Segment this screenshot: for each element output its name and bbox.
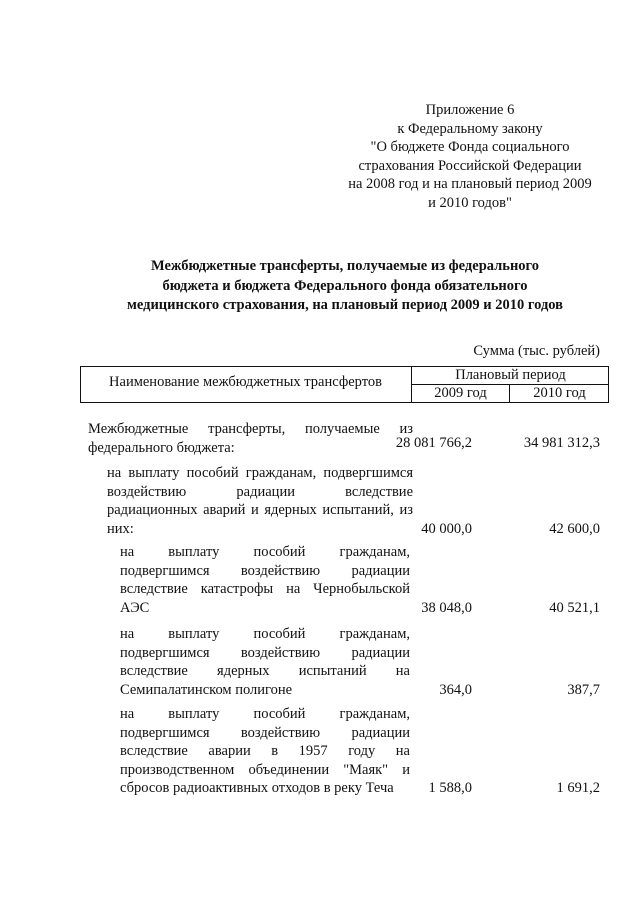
title-line: Межбюджетные трансферты, получаемые из федерального <box>150 258 540 274</box>
table-header <box>80 366 609 403</box>
column-header-2010: 2010 год <box>533 385 586 401</box>
row-value-2010: 34 981 312,3 <box>523 435 600 451</box>
row-value-2010: 387,7 <box>567 682 600 698</box>
table-row <box>120 705 600 805</box>
row-value-2010: 1 691,2 <box>556 780 600 796</box>
appendix-line: "О бюджете Фонда социального <box>370 139 570 156</box>
table-row <box>120 625 600 705</box>
row-name: на выплату пособий гражданам, подвергшимся воздействию радиации вследствие радиационных аварий и ядерных испытаний, из них: <box>107 465 413 537</box>
column-header-name: Наименование межбюджетных трансфертов <box>109 374 382 390</box>
appendix-line: к Федеральному закону <box>397 120 543 137</box>
row-value-2009: 364,0 <box>439 682 472 698</box>
row-value-2009: 28 081 766,2 <box>395 435 472 451</box>
row-value-2009: 40 000,0 <box>421 521 472 537</box>
column-header-period: Плановый период <box>455 367 566 383</box>
appendix-reference <box>300 101 640 213</box>
row-name: на выплату пособий гражданам, подвергшимся воздействию радиации вследствие катастрофы на Чернобыльской АЭС <box>120 544 410 616</box>
document-title <box>60 257 630 316</box>
row-value-2009: 38 048,0 <box>421 600 472 616</box>
title-line: медицинского страхования, на плановый период 2009 и 2010 годов <box>126 297 564 313</box>
row-name: на выплату пособий гражданам, подвергшимся воздействию радиации вследствие аварии в 1957 году на производственном объединении "Маяк" и сбросов радиоактивных отходов в реку Теча <box>120 706 410 797</box>
table-row <box>120 543 600 623</box>
row-value-2010: 42 600,0 <box>549 521 600 537</box>
appendix-line: и 2010 годов" <box>428 194 512 211</box>
row-name: на выплату пособий гражданам, подвергшимся воздействию радиации вследствие ядерных испытаний на Семипалатинском полигоне <box>120 626 410 698</box>
table-row <box>88 420 600 460</box>
row-value-2009: 1 588,0 <box>428 780 472 796</box>
row-value-2010: 40 521,1 <box>549 600 600 616</box>
column-header-2009: 2009 год <box>434 385 487 401</box>
row-name: Межбюджетные трансферты, получаемые из федерального бюджета: <box>88 421 413 456</box>
table-row <box>107 464 600 544</box>
appendix-line: на 2008 год и на плановый период 2009 <box>348 176 592 193</box>
appendix-line: страхования Российской Федерации <box>358 157 582 174</box>
title-line: бюджета и бюджета Федерального фонда обязательного <box>162 277 528 294</box>
appendix-line: Приложение 6 <box>425 102 515 118</box>
unit-note: Сумма (тыс. рублей) <box>473 343 600 359</box>
